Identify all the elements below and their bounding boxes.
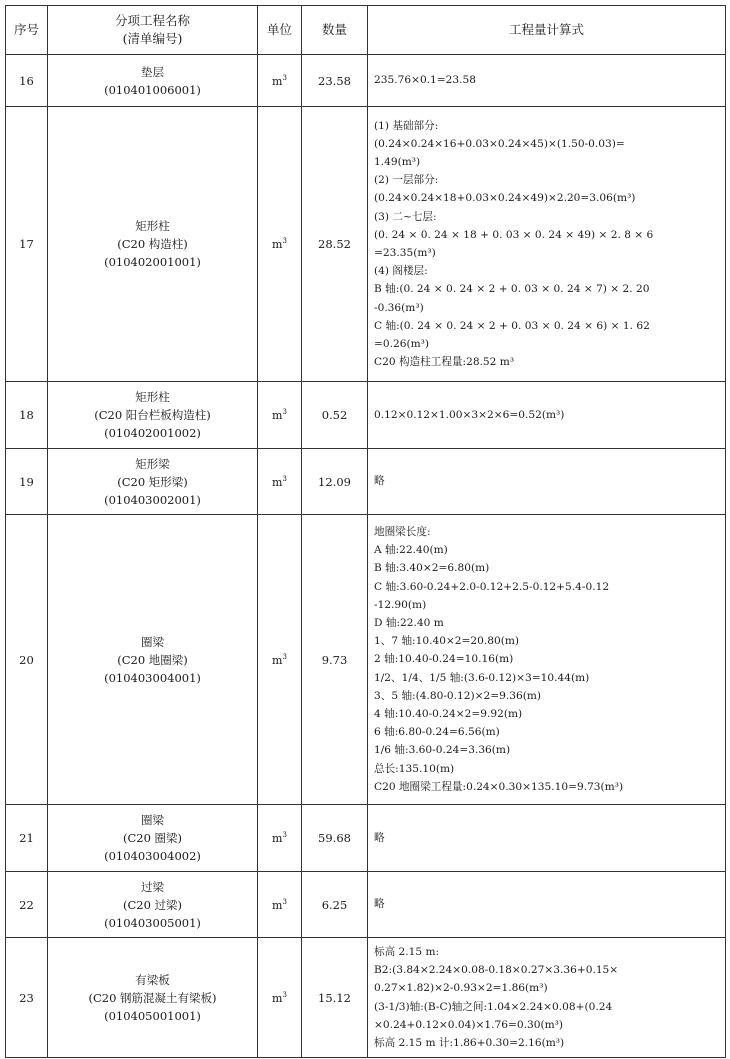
quantity-cell: 59.68 [302, 805, 368, 872]
item-name-line: (C20 地圈梁) [117, 652, 188, 667]
calculation-line: 1.49(m³) [374, 155, 421, 168]
quantity-table [5, 5, 726, 1058]
calculation-cell [368, 872, 726, 938]
row-number: 16 [6, 55, 48, 107]
calculation-line: 4 轴:10.40-0.24×2=9.92(m) [374, 708, 523, 720]
calculation-line: =0.26(m³) [374, 338, 430, 351]
item-name-cell [48, 55, 258, 107]
item-name-line: (010402001002) [104, 426, 201, 440]
row-number: 22 [6, 872, 48, 938]
item-name-line: (C20 阳台栏板构造柱) [94, 408, 211, 422]
header-calc: 工程量计算式 [368, 6, 726, 55]
item-name-line: (C20 钢筋混凝土有梁板) [88, 990, 217, 1005]
calculation-line: 1、7 轴:10.40×2=20.80(m) [374, 635, 520, 648]
item-name-line: 圈梁 [141, 634, 164, 649]
calculation-cell [368, 938, 726, 1058]
unit-base: m [272, 991, 283, 1005]
unit-cell [258, 449, 302, 515]
table-row [6, 515, 726, 805]
unit-base: m [272, 74, 283, 88]
item-name-line: 矩形梁 [135, 456, 170, 471]
calculation-line: 0.27×1.82)×2-0.93×2=1.86(m³) [374, 982, 548, 995]
header-unit: 单位 [258, 6, 302, 55]
row-number: 17 [6, 107, 48, 382]
table-row [6, 55, 726, 107]
calculation-line: (0. 24 × 0. 24 × 18 + 0. 03 × 0. 24 × 49) × 2. 8 × 6 [374, 228, 654, 241]
item-name-line: 垫层 [141, 64, 164, 79]
table-row [6, 805, 726, 872]
calculation-cell [368, 55, 726, 107]
quantity-cell: 28.52 [302, 107, 368, 382]
calculation-line: B2:(3.84×2.24×0.08-0.18×0.27×3.36+0.15× [374, 964, 619, 977]
item-name-line: (010401006001) [104, 82, 201, 97]
calculation-line: 1/2、1/4、1/5 轴:(3.6-0.12)×3=10.44(m) [374, 671, 590, 684]
calculation-line: 2 轴:10.40-0.24=10.16(m) [374, 653, 514, 666]
table-row [6, 938, 726, 1058]
item-name-cell [48, 382, 258, 449]
quantity-cell: 6.25 [302, 872, 368, 938]
calculation-line: 3、5 轴:(4.80-0.12)×2=9.36(m) [374, 689, 542, 702]
calculation-line: C 轴:3.60-0.24+2.0-0.12+2.5-0.12+5.4-0.12 [374, 580, 610, 593]
unit-exponent: 3 [282, 831, 287, 840]
item-name-cell [48, 515, 258, 805]
calculation-cell [368, 515, 726, 805]
unit-cell [258, 515, 302, 805]
item-name-cell [48, 938, 258, 1058]
unit-cell [258, 382, 302, 449]
header-name-line1: 分项工程名称 [114, 13, 190, 28]
calculation-cell [368, 382, 726, 449]
calculation-line: 地圈梁长度: [374, 525, 431, 538]
item-name-line: 矩形柱 [135, 390, 170, 404]
calculation-line: 略 [374, 475, 385, 488]
calculation-line: 标高 2.15 m: [374, 945, 440, 958]
item-name-line: (010403004002) [104, 849, 201, 863]
calculation-cell [368, 449, 726, 515]
row-number: 21 [6, 805, 48, 872]
unit-base: m [272, 898, 283, 912]
calculation-line: (0.24×0.24×16+0.03×0.24×45)×(1.50-0.03)= [374, 137, 625, 150]
calculation-line: -0.36(m³) [374, 301, 424, 314]
table-row [6, 449, 726, 515]
unit-base: m [272, 475, 283, 489]
item-name-cell [48, 872, 258, 938]
table-row [6, 872, 726, 938]
item-name-line: (C20 构造柱) [117, 237, 188, 251]
item-name-line: 有梁板 [135, 972, 170, 987]
calculation-line: (3) 二~七层: [374, 210, 437, 223]
row-number: 18 [6, 382, 48, 449]
row-number: 19 [6, 449, 48, 515]
calculation-line: B 轴:3.40×2=6.80(m) [374, 562, 490, 575]
unit-exponent: 3 [282, 237, 287, 246]
calculation-line: C20 地圈梁工程量:0.24×0.30×135.10=9.73(m³) [374, 780, 624, 793]
item-name-line: (010403004001) [104, 670, 201, 685]
item-name-line: (010403002001) [104, 492, 201, 507]
unit-exponent: 3 [282, 474, 287, 483]
calculation-line: 标高 2.15 m 计:1.86+0.30=2.16(m³) [374, 1036, 565, 1049]
table-row [6, 107, 726, 382]
calculation-line: 0.12×0.12×1.00×3×2×6=0.52(m³) [374, 408, 565, 421]
calculation-line: =23.35(m³) [374, 247, 436, 259]
quantity-cell: 9.73 [302, 515, 368, 805]
unit-cell [258, 55, 302, 107]
item-name-cell [48, 449, 258, 515]
unit-cell [258, 805, 302, 872]
unit-base: m [272, 409, 283, 422]
item-name-line: 圈梁 [141, 813, 164, 827]
item-name-line: (010403005001) [104, 915, 201, 930]
item-name-line: (010405001001) [104, 1008, 201, 1023]
table-row [6, 382, 726, 449]
unit-exponent: 3 [282, 652, 287, 661]
item-name-cell [48, 805, 258, 872]
item-name-cell [48, 107, 258, 382]
quantity-cell: 15.12 [302, 938, 368, 1058]
item-name-line: (C20 矩形梁) [117, 474, 188, 489]
header-qty: 数量 [302, 6, 368, 55]
calculation-line: C20 构造柱工程量:28.52 m³ [374, 356, 515, 369]
calculation-line: (4) 阁楼层: [374, 265, 428, 278]
quantity-cell: 23.58 [302, 55, 368, 107]
unit-exponent: 3 [282, 990, 287, 999]
table-body [6, 55, 726, 1058]
item-name-line: 矩形柱 [135, 219, 170, 233]
calculation-line: 6 轴:6.80-0.24=6.56(m) [374, 726, 500, 739]
calculation-line: C 轴:(0. 24 × 0. 24 × 2 + 0. 03 × 0. 24 × 6) × 1. 62 [374, 319, 650, 332]
unit-base: m [272, 238, 283, 251]
item-name-line: (010402001001) [104, 255, 201, 269]
calculation-line: 235.76×0.1=23.58 [374, 74, 476, 87]
unit-exponent: 3 [282, 73, 287, 82]
row-number: 23 [6, 938, 48, 1058]
unit-base: m [272, 832, 283, 845]
header-name [48, 6, 258, 55]
unit-cell [258, 107, 302, 382]
table-header-row [6, 6, 726, 55]
item-name-line: 过梁 [141, 879, 164, 894]
row-number: 20 [6, 515, 48, 805]
header-name-line2: (清单编号) [122, 31, 183, 46]
unit-base: m [272, 653, 283, 667]
calculation-line: 略 [374, 831, 385, 844]
calculation-line: A 轴:22.40(m) [374, 544, 448, 557]
calculation-cell [368, 805, 726, 872]
quantity-cell: 0.52 [302, 382, 368, 449]
unit-exponent: 3 [282, 408, 287, 417]
calculation-line: 总长:135.10(m) [374, 762, 455, 775]
unit-exponent: 3 [282, 897, 287, 906]
calculation-cell [368, 107, 726, 382]
item-name-line: (C20 圈梁) [122, 831, 183, 845]
item-name-line: (C20 过梁) [122, 897, 183, 912]
calculation-line: (0.24×0.24×18+0.03×0.24×49)×2.20=3.06(m³) [374, 192, 636, 205]
calculation-line: (2) 一层部分: [374, 174, 439, 187]
calculation-line: ×0.24+0.12×0.04)×1.76=0.30(m³) [374, 1018, 564, 1031]
calculation-line: -12.90(m) [374, 598, 427, 611]
quantity-cell: 12.09 [302, 449, 368, 515]
unit-cell [258, 938, 302, 1058]
calculation-line: D 轴:22.40 m [374, 616, 444, 629]
quantity-calculation-document [5, 5, 725, 1058]
header-no: 序号 [6, 6, 48, 55]
calculation-line: B 轴:(0. 24 × 0. 24 × 2 + 0. 03 × 0. 24 × 7) × 2. 20 [374, 283, 650, 296]
unit-cell [258, 872, 302, 938]
calculation-line: (3-1/3)轴:(B-C)轴之间:1.04×2.24×0.08+(0.24 [374, 1000, 613, 1013]
calculation-line: (1) 基础部分: [374, 119, 439, 132]
calculation-line: 1/6 轴:3.60-0.24=3.36(m) [374, 744, 511, 757]
calculation-line: 略 [374, 898, 385, 911]
